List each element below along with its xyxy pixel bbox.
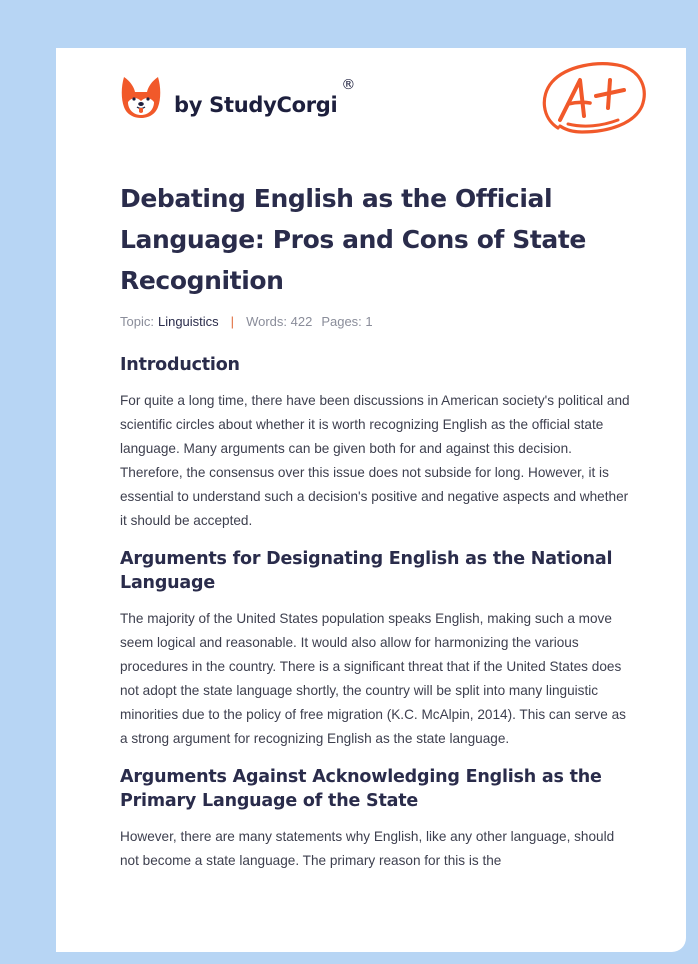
header (56, 48, 686, 158)
document-card (56, 48, 686, 952)
page-title: Debating English as the Official Language: Pros and Cons of State Recognition (120, 184, 586, 295)
word-count: Words: 422 (246, 314, 313, 329)
document-meta (120, 314, 630, 329)
registered-mark: ® (341, 77, 356, 93)
meta-separator: | (230, 314, 235, 329)
a-plus-grade-icon (538, 58, 650, 140)
section-heading-arguments-for: Arguments for Designating English as the National Language (120, 549, 613, 593)
corgi-icon (120, 75, 162, 119)
section-heading-introduction: Introduction (120, 355, 240, 375)
section-paragraph-arguments-for: The majority of the United States population speaks English, making such a move seem logical and reasonable. It would also allow for harmonizing the various procedures in the country. There is a significant threat that if the United States does not adopt the state language shortly, the country will be split into many linguistic minorities due to the policy of free migration (K.C. McAlpin, 2014). This can serve as a strong argument for recognizing English as the state language. (120, 611, 626, 746)
document-content (120, 178, 630, 873)
logo-text: by StudyCorgi (174, 93, 338, 117)
topic-link[interactable]: Linguistics (157, 314, 219, 329)
section-paragraph-arguments-against: However, there are many statements why English, like any other language, should not become a state language. The primary reason for this is the (120, 829, 615, 868)
section-paragraph-introduction: For quite a long time, there have been discussions in American society's political and scientific circles about whether it is worth recognizing English as the official state language. Many arguments can be given both for and against this decision. Therefore, the consensus over this issue does not subside for long. However, it is essential to understand such a decision's positive and negative aspects and whether it should be accepted. (120, 393, 630, 528)
page-count: Pages: 1 (321, 314, 373, 329)
section-heading-arguments-against: Arguments Against Acknowledging English as the Primary Language of the State (120, 767, 602, 811)
studycorgi-logo[interactable] (120, 75, 355, 119)
topic-label: Topic: (120, 314, 154, 329)
